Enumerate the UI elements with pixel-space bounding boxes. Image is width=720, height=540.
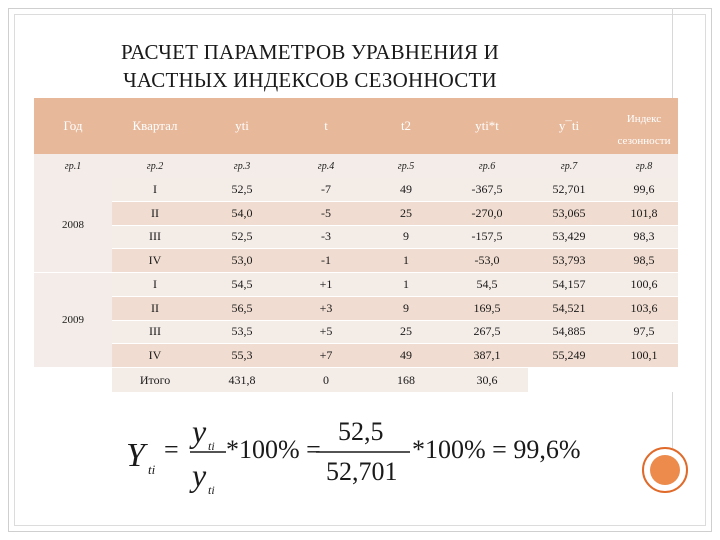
total-blank	[610, 368, 678, 393]
table-cell: 103,6	[610, 296, 678, 320]
total-blank	[34, 368, 112, 393]
table-cell: -5	[286, 201, 366, 225]
table-row	[34, 344, 678, 368]
title-line-1: РАСЧЕТ ПАРАМЕТРОВ УРАВНЕНИЯ И	[121, 40, 499, 64]
table-cell: II	[112, 201, 198, 225]
table-cell: IV	[112, 249, 198, 273]
table-cell: 1	[366, 249, 446, 273]
col-number: гр.4	[286, 154, 366, 178]
total-t2: 168	[366, 368, 446, 393]
table-cell: -157,5	[446, 225, 528, 249]
table-cell: 55,249	[528, 344, 610, 368]
orange-dot	[650, 455, 680, 485]
table-row	[34, 225, 678, 249]
table-cell: 52,5	[198, 178, 286, 201]
total-blank	[528, 368, 610, 393]
table-row	[34, 296, 678, 320]
table-cell: 53,5	[198, 320, 286, 344]
table-cell: 101,8	[610, 201, 678, 225]
table-cell: 49	[366, 178, 446, 201]
table-cell: 1	[366, 273, 446, 297]
header-y-trend: y¯ti	[528, 98, 610, 154]
col-number: гр.1	[34, 154, 112, 178]
formula-equals: =	[164, 435, 179, 464]
formula-percent-1: *100% =	[226, 435, 321, 464]
col-number: гр.3	[198, 154, 286, 178]
seasonality-table	[34, 98, 678, 392]
table-cell: -1	[286, 249, 366, 273]
table-cell: 54,5	[198, 273, 286, 297]
formula-numerator-sub: ti	[208, 439, 215, 453]
header-t: t	[286, 98, 366, 154]
table-cell: 49	[366, 344, 446, 368]
table-cell: 54,0	[198, 201, 286, 225]
seasonality-index-formula	[120, 408, 590, 508]
table-cell: 55,3	[198, 344, 286, 368]
total-t: 0	[286, 368, 366, 393]
table-row	[34, 201, 678, 225]
column-number-row	[34, 154, 678, 178]
header-yti-t: yti*t	[446, 98, 528, 154]
table-row	[34, 320, 678, 344]
table-cell: 25	[366, 201, 446, 225]
table-cell: 98,5	[610, 249, 678, 273]
table-body	[34, 178, 678, 368]
formula-denominator-sub: ti	[208, 483, 215, 497]
table-row	[34, 249, 678, 273]
table-cell: 54,885	[528, 320, 610, 344]
table-cell: IV	[112, 344, 198, 368]
table-cell: 9	[366, 296, 446, 320]
table-cell: -270,0	[446, 201, 528, 225]
header-yti: yti	[198, 98, 286, 154]
table-cell: 52,5	[198, 225, 286, 249]
year-cell: 2008	[34, 178, 112, 273]
formula-Y: Y	[126, 437, 145, 474]
header-t2: t2	[366, 98, 446, 154]
formula-result: *100% = 99,6%	[412, 435, 581, 464]
table-cell: 54,521	[528, 296, 610, 320]
table-cell: 54,157	[528, 273, 610, 297]
table-row	[34, 178, 678, 201]
table-cell: II	[112, 296, 198, 320]
table-cell: 100,1	[610, 344, 678, 368]
col-number: гр.5	[366, 154, 446, 178]
table-cell: 53,065	[528, 201, 610, 225]
title-line-2: ЧАСТНЫХ ИНДЕКСОВ СЕЗОННОСТИ	[123, 68, 497, 92]
table-cell: I	[112, 178, 198, 201]
formula-numerator-y: y	[192, 413, 207, 449]
table-cell: +5	[286, 320, 366, 344]
year-cell: 2009	[34, 273, 112, 368]
total-yti-t: 30,6	[446, 368, 528, 393]
table-cell: 54,5	[446, 273, 528, 297]
formula-subscript: ti	[148, 462, 156, 477]
table-cell: III	[112, 225, 198, 249]
formula-denominator-y: y	[192, 457, 207, 493]
table-cell: 98,3	[610, 225, 678, 249]
table-cell: 97,5	[610, 320, 678, 344]
total-row	[34, 368, 678, 393]
total-label: Итого	[112, 368, 198, 393]
table-row	[34, 273, 678, 297]
header-quarter: Квартал	[112, 98, 198, 154]
col-number: гр.8	[610, 154, 678, 178]
table-cell: 25	[366, 320, 446, 344]
table-cell: 387,1	[446, 344, 528, 368]
col-number: гр.2	[112, 154, 198, 178]
table-cell: -53,0	[446, 249, 528, 273]
table-cell: 53,793	[528, 249, 610, 273]
table-header-row	[34, 98, 678, 154]
table-cell: 53,429	[528, 225, 610, 249]
table-cell: -7	[286, 178, 366, 201]
header-year: Год	[34, 98, 112, 154]
table-cell: 169,5	[446, 296, 528, 320]
table-cell: +1	[286, 273, 366, 297]
col-number: гр.6	[446, 154, 528, 178]
header-seasonality-index: Индекс сезонности	[610, 98, 678, 154]
orange-circle-decoration	[642, 447, 688, 493]
table-cell: 100,6	[610, 273, 678, 297]
table-cell: -367,5	[446, 178, 528, 201]
table-cell: 52,701	[528, 178, 610, 201]
table-cell: +7	[286, 344, 366, 368]
table-cell: -3	[286, 225, 366, 249]
table-cell: +3	[286, 296, 366, 320]
col-number: гр.7	[528, 154, 610, 178]
table-cell: 267,5	[446, 320, 528, 344]
table-cell: 99,6	[610, 178, 678, 201]
table-cell: 56,5	[198, 296, 286, 320]
slide-title	[80, 38, 540, 94]
table-cell: 9	[366, 225, 446, 249]
total-yti: 431,8	[198, 368, 286, 393]
table-cell: I	[112, 273, 198, 297]
formula-denominator-value: 52,701	[326, 457, 398, 486]
formula-numerator-value: 52,5	[338, 417, 384, 446]
table-cell: III	[112, 320, 198, 344]
table-cell: 53,0	[198, 249, 286, 273]
